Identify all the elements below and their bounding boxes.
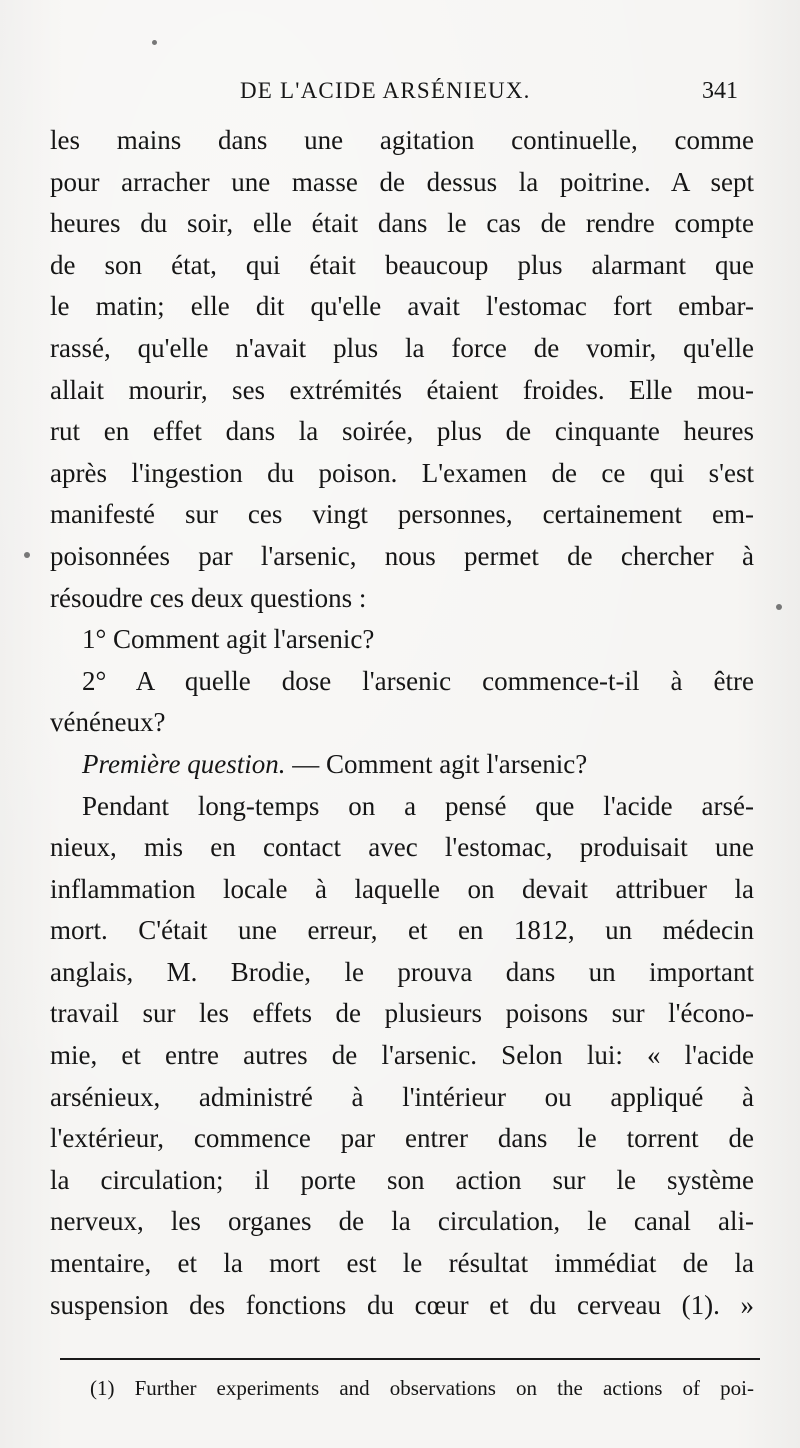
text-line: arsénieux, administré à l'intérieur ou appliqué à	[50, 1081, 754, 1112]
text-line: de son état, qui était beaucoup plus alarmant que	[50, 249, 754, 280]
section-heading-rest: — Comment agit l'arsenic?	[285, 748, 588, 779]
question-2: 2° A quelle dose l'arsenic commence-t-il à être	[82, 665, 754, 696]
text-line: heures du soir, elle était dans le cas de rendre compte	[50, 208, 754, 239]
text-line: après l'ingestion du poison. L'examen de ce qui s'est	[50, 457, 754, 488]
text-line: mort. C'était une erreur, et en 1812, un médecin	[50, 915, 754, 946]
text-line: suspension des fonctions du cœur et du cerveau (1). »	[50, 1289, 754, 1320]
text-line: pour arracher une masse de dessus la poitrine. A sept	[50, 166, 754, 197]
text-line: le matin; elle dit qu'elle avait l'estomac fort embar-	[50, 291, 754, 322]
text-line: la circulation; il porte son action sur le système	[50, 1164, 754, 1195]
footnote: (1) Further experiments and observations on the actions of poi-	[90, 1376, 754, 1400]
text-line: nerveux, les organes de la circulation, le canal ali-	[50, 1206, 754, 1237]
text-line: travail sur les effets de plusieurs poisons sur l'écono-	[50, 998, 754, 1029]
text-line: inflammation locale à laquelle on devait attribuer la	[50, 873, 754, 904]
section-heading	[50, 744, 754, 786]
section-heading-italic: Première question.	[82, 748, 286, 779]
text-line: résoudre ces deux questions :	[50, 582, 367, 613]
text-line: mentaire, et la mort est le résultat immédiat de la	[50, 1248, 754, 1279]
text-line: manifesté sur ces vingt personnes, certainement em-	[50, 499, 754, 530]
text-line: rassé, qu'elle n'avait plus la force de vomir, qu'elle	[50, 332, 754, 363]
text-line: mie, et entre autres de l'arsenic. Selon lui: « l'acide	[50, 1040, 754, 1071]
text-line: allait mourir, ses extrémités étaient froides. Elle mou-	[50, 374, 754, 405]
running-title: DE L'ACIDE ARSÉNIEUX.	[240, 78, 531, 103]
text-line: vénéneux?	[50, 707, 166, 738]
page-header	[0, 78, 800, 114]
page-number: 341	[702, 78, 738, 104]
margin-dot	[776, 604, 782, 610]
text-line: anglais, M. Brodie, le prouva dans un important	[50, 956, 754, 987]
margin-dot	[24, 552, 30, 558]
text-line: nieux, mis en contact avec l'estomac, produisait une	[50, 832, 754, 863]
question-1: 1° Comment agit l'arsenic?	[82, 624, 375, 655]
body-text	[50, 120, 754, 1326]
text-line: les mains dans une agitation continuelle, comme	[50, 125, 754, 155]
text-line: poisonnées par l'arsenic, nous permet de chercher à	[50, 540, 754, 571]
text-line: rut en effet dans la soirée, plus de cinquante heures	[50, 416, 754, 447]
ink-speck	[152, 40, 157, 45]
footnote-rule	[60, 1358, 760, 1360]
text-line: l'extérieur, commence par entrer dans le torrent de	[50, 1123, 754, 1154]
paragraph-start: Pendant long-temps on a pensé que l'acide arsé-	[82, 790, 754, 821]
